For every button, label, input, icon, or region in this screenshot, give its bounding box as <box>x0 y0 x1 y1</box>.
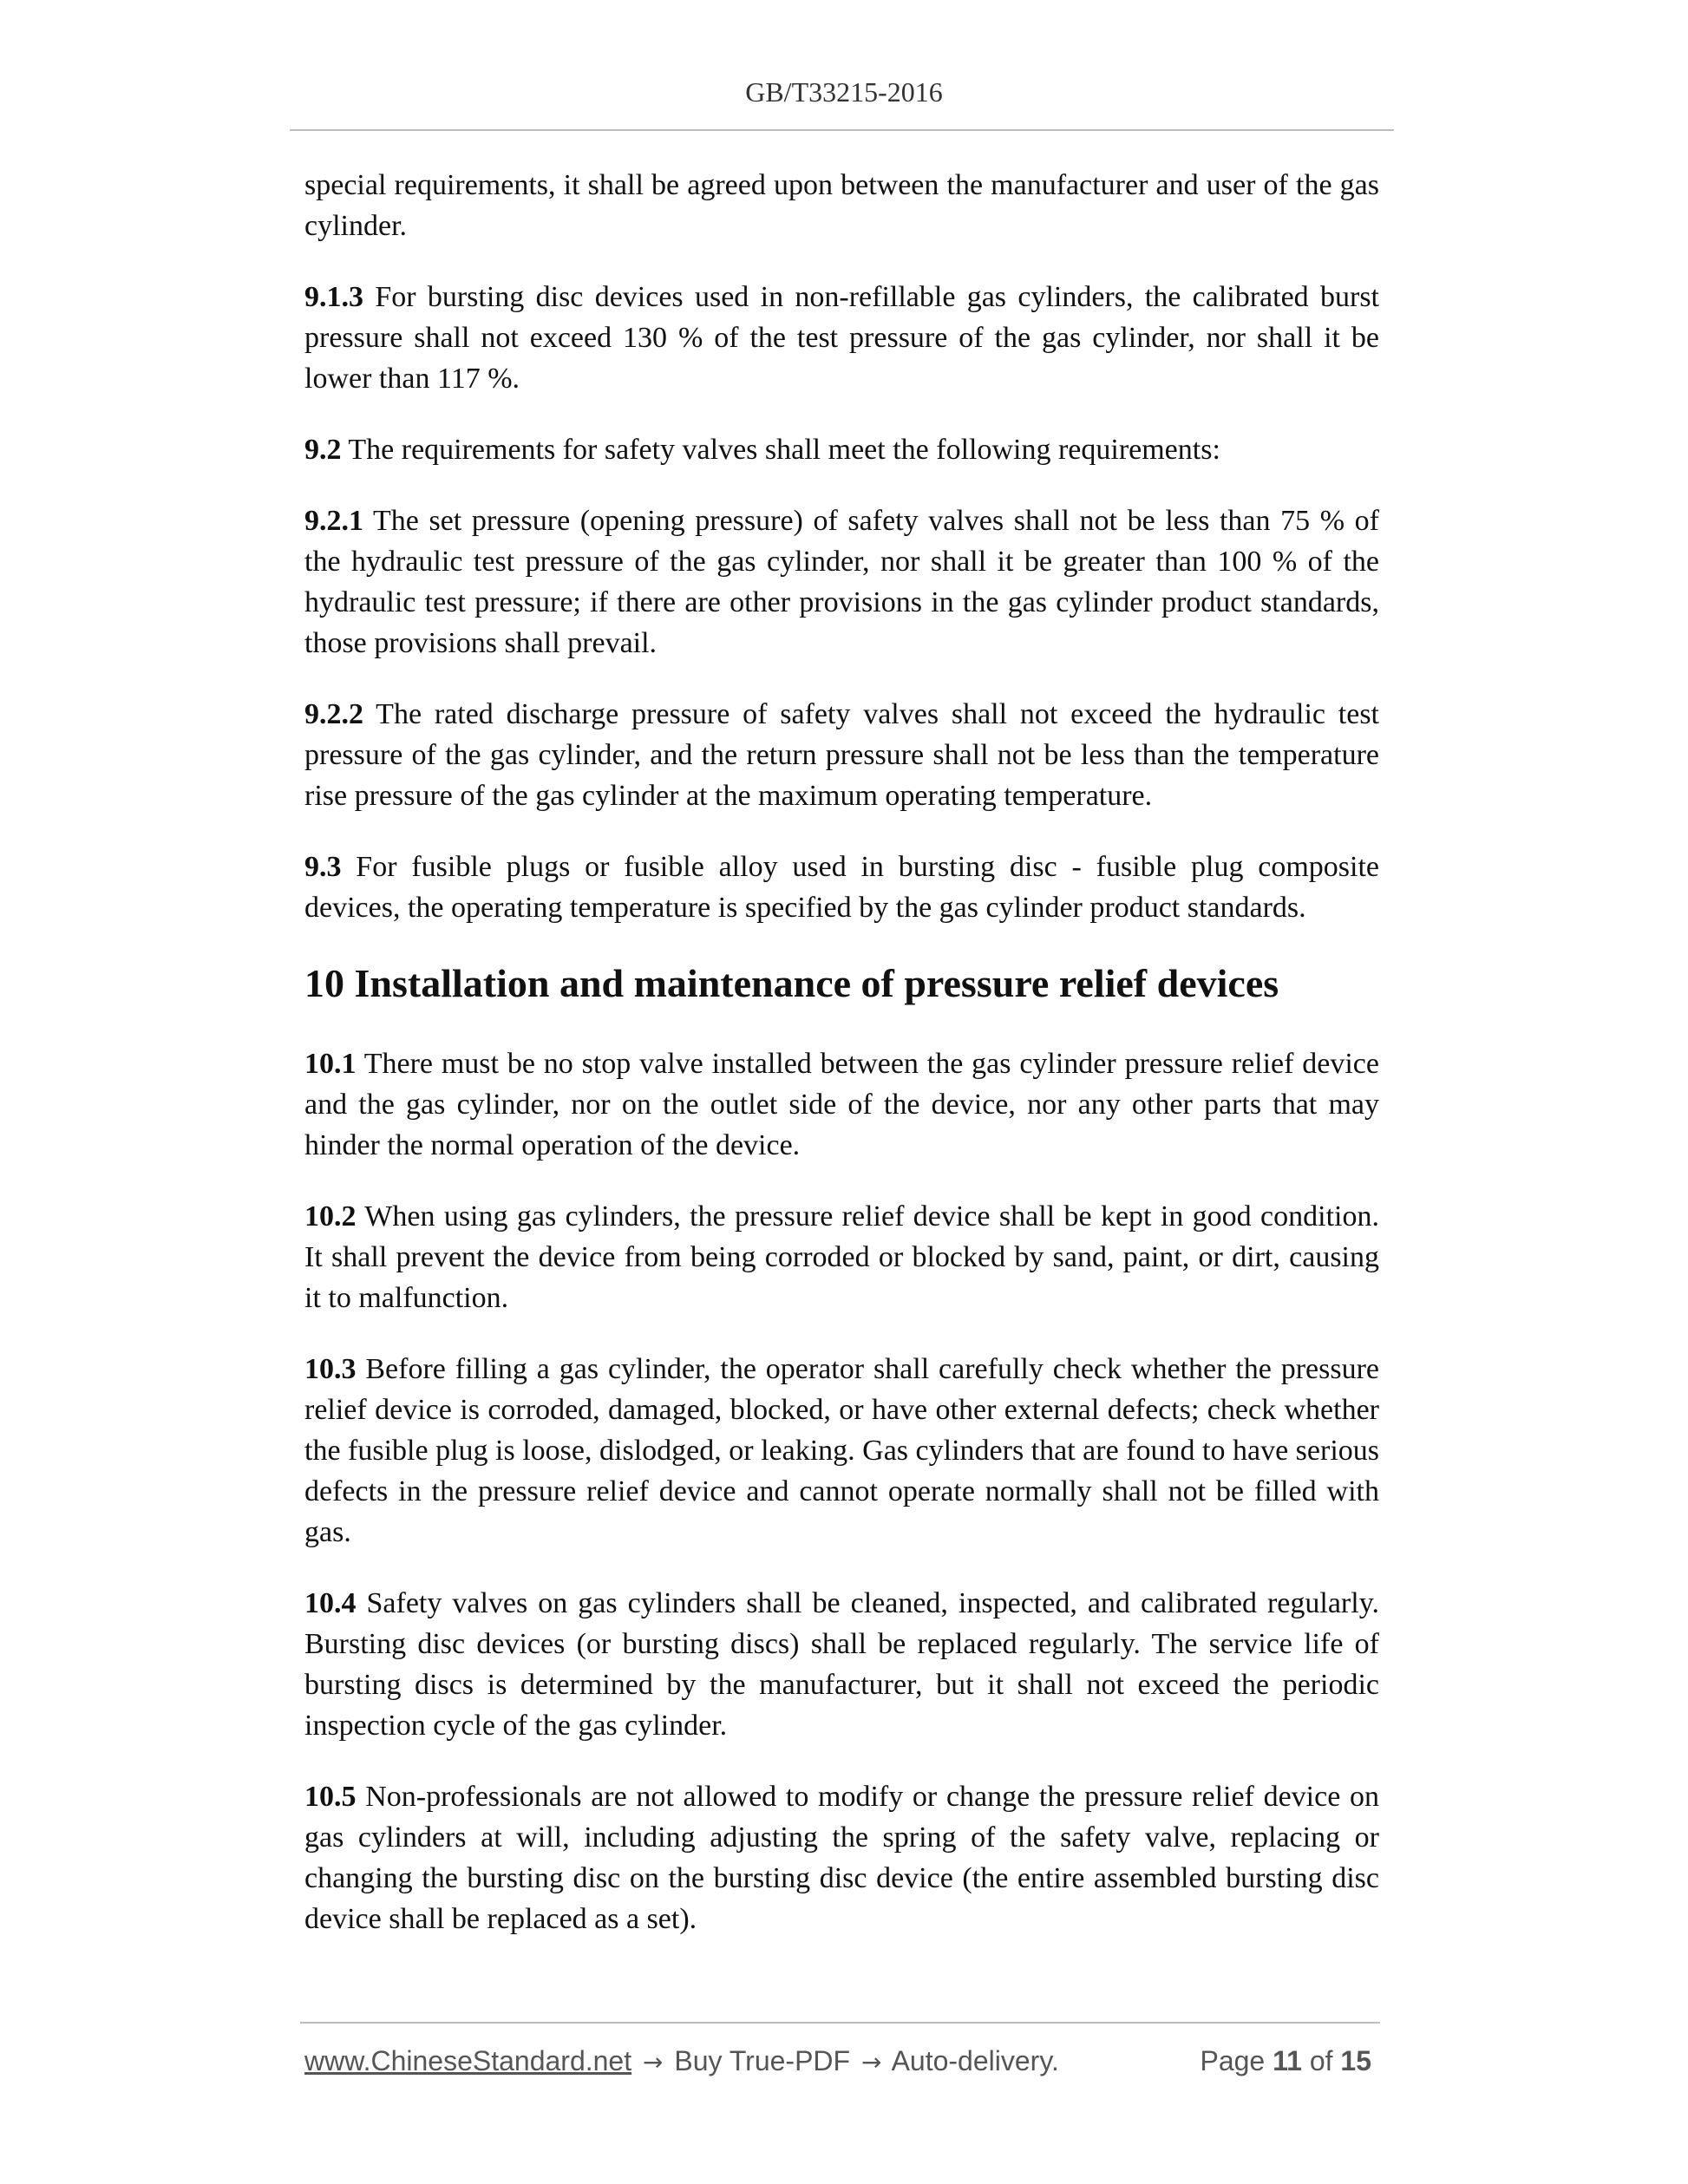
clause-10-1 <box>304 1043 1379 1166</box>
clause-10-2 <box>304 1196 1379 1318</box>
paragraph-text: The requirements for safety valves shall meet the following requirements: <box>341 434 1220 466</box>
clause-number: 10.1 <box>304 1048 357 1080</box>
arrow-right-icon: → <box>860 2048 882 2076</box>
clause-10-3 <box>304 1349 1379 1553</box>
clause-9-2 <box>304 429 1379 470</box>
paragraph-text: The set pressure (opening pressure) of safety valves shall not be less than 75 % of the hydraulic test pressure of the gas cylinder, nor shall it be greater than 100 % of the hydraulic test pressure; if there are other provisions in the gas cylinder product standards, those provisions shall prevail. <box>304 505 1379 659</box>
clause-number: 9.2 <box>304 434 342 466</box>
paragraph-text: Before filling a gas cylinder, the operator shall carefully check whether the pressure relief device is corroded, damaged, blocked, or have other external defects; check whether the fusible plug is loose, dislodged, or leaking. Gas cylinders that are found to have serious defects in the pressure relief device and cannot operate normally shall not be filled with gas. <box>304 1353 1379 1548</box>
header-divider <box>290 129 1394 131</box>
document-body <box>304 165 1379 1970</box>
clause-number: 9.3 <box>304 851 342 883</box>
arrow-right-icon: → <box>643 2048 664 2076</box>
clause-number: 9.2.1 <box>304 505 363 537</box>
paragraph-text: The rated discharge pressure of safety valves shall not exceed the hydraulic test pressure of the gas cylinder, and the return pressure shall not be less than the temperature rise pressure of the gas cylinder at the maximum operating temperature. <box>304 698 1379 812</box>
paragraph-text: For bursting disc devices used in non-refillable gas cylinders, the calibrated burst pressure shall not exceed 130 % of the test pressure of the gas cylinder, nor shall it be lower than 117 %. <box>304 281 1379 395</box>
clause-9-1-3 <box>304 277 1379 399</box>
page-label: Page <box>1200 2045 1266 2076</box>
paragraph-text: Safety valves on gas cylinders shall be cleaned, inspected, and calibrated regularly. Bursting disc devices (or bursting discs) shall be replaced regularly. The service life of bursting discs is determined by the manufacturer, but it shall not exceed the periodic inspection cycle of the gas cylinder. <box>304 1587 1379 1742</box>
paragraph-text: For fusible plugs or fusible alloy used in bursting disc - fusible plug composite devices, the operating temperature is specified by the gas cylinder product standards. <box>304 851 1379 924</box>
page-of-label: of <box>1309 2045 1333 2076</box>
clause-number: 10.2 <box>304 1200 357 1233</box>
clause-9-2-1 <box>304 500 1379 664</box>
paragraph-text: When using gas cylinders, the pressure relief device shall be kept in good condition. It shall prevent the device from being corroded or blocked by sand, paint, or dirt, causing it to malfunction. <box>304 1200 1379 1314</box>
footer-divider <box>300 2022 1380 2024</box>
clause-number: 9.2.2 <box>304 698 363 730</box>
clause-number: 10.3 <box>304 1353 357 1385</box>
paragraph-text: special requirements, it shall be agreed upon between the manufacturer and user of the gas cylinder. <box>304 169 1379 242</box>
clause-number: 9.1.3 <box>304 281 363 313</box>
page-indicator <box>1200 2045 1371 2077</box>
page-header-code: GB/T33215-2016 <box>745 76 943 108</box>
clause-10-5 <box>304 1776 1379 1939</box>
paragraph-text: There must be no stop valve installed between the gas cylinder pressure relief device and the gas cylinder, nor on the outlet side of the device, nor any other parts that may hinder the normal operation of the device. <box>304 1048 1379 1161</box>
buy-text: Buy True-PDF <box>666 2045 858 2076</box>
clause-9-2-2 <box>304 694 1379 816</box>
paragraph-text: Non-professionals are not allowed to modify or change the pressure relief device on gas cylinders at will, including adjusting the spring of the safety valve, replacing or changing the bursting disc on the bursting disc device (the entire assembled bursting disc device shall be replaced as a set). <box>304 1781 1379 1935</box>
footer-promo <box>304 2045 1059 2077</box>
section-heading: 10 Installation and maintenance of pressure relief devices <box>304 961 1279 1005</box>
page-current: 11 <box>1273 2045 1302 2076</box>
page-total: 15 <box>1340 2045 1371 2076</box>
site-link[interactable]: www.ChineseStandard.net <box>304 2045 632 2076</box>
clause-number: 10.5 <box>304 1781 357 1813</box>
clause-number: 10.4 <box>304 1587 357 1619</box>
clause-9-3 <box>304 847 1379 928</box>
delivery-text: Auto-delivery. <box>885 2045 1059 2076</box>
clause-10-4 <box>304 1583 1379 1746</box>
paragraph-continuation <box>304 165 1379 246</box>
